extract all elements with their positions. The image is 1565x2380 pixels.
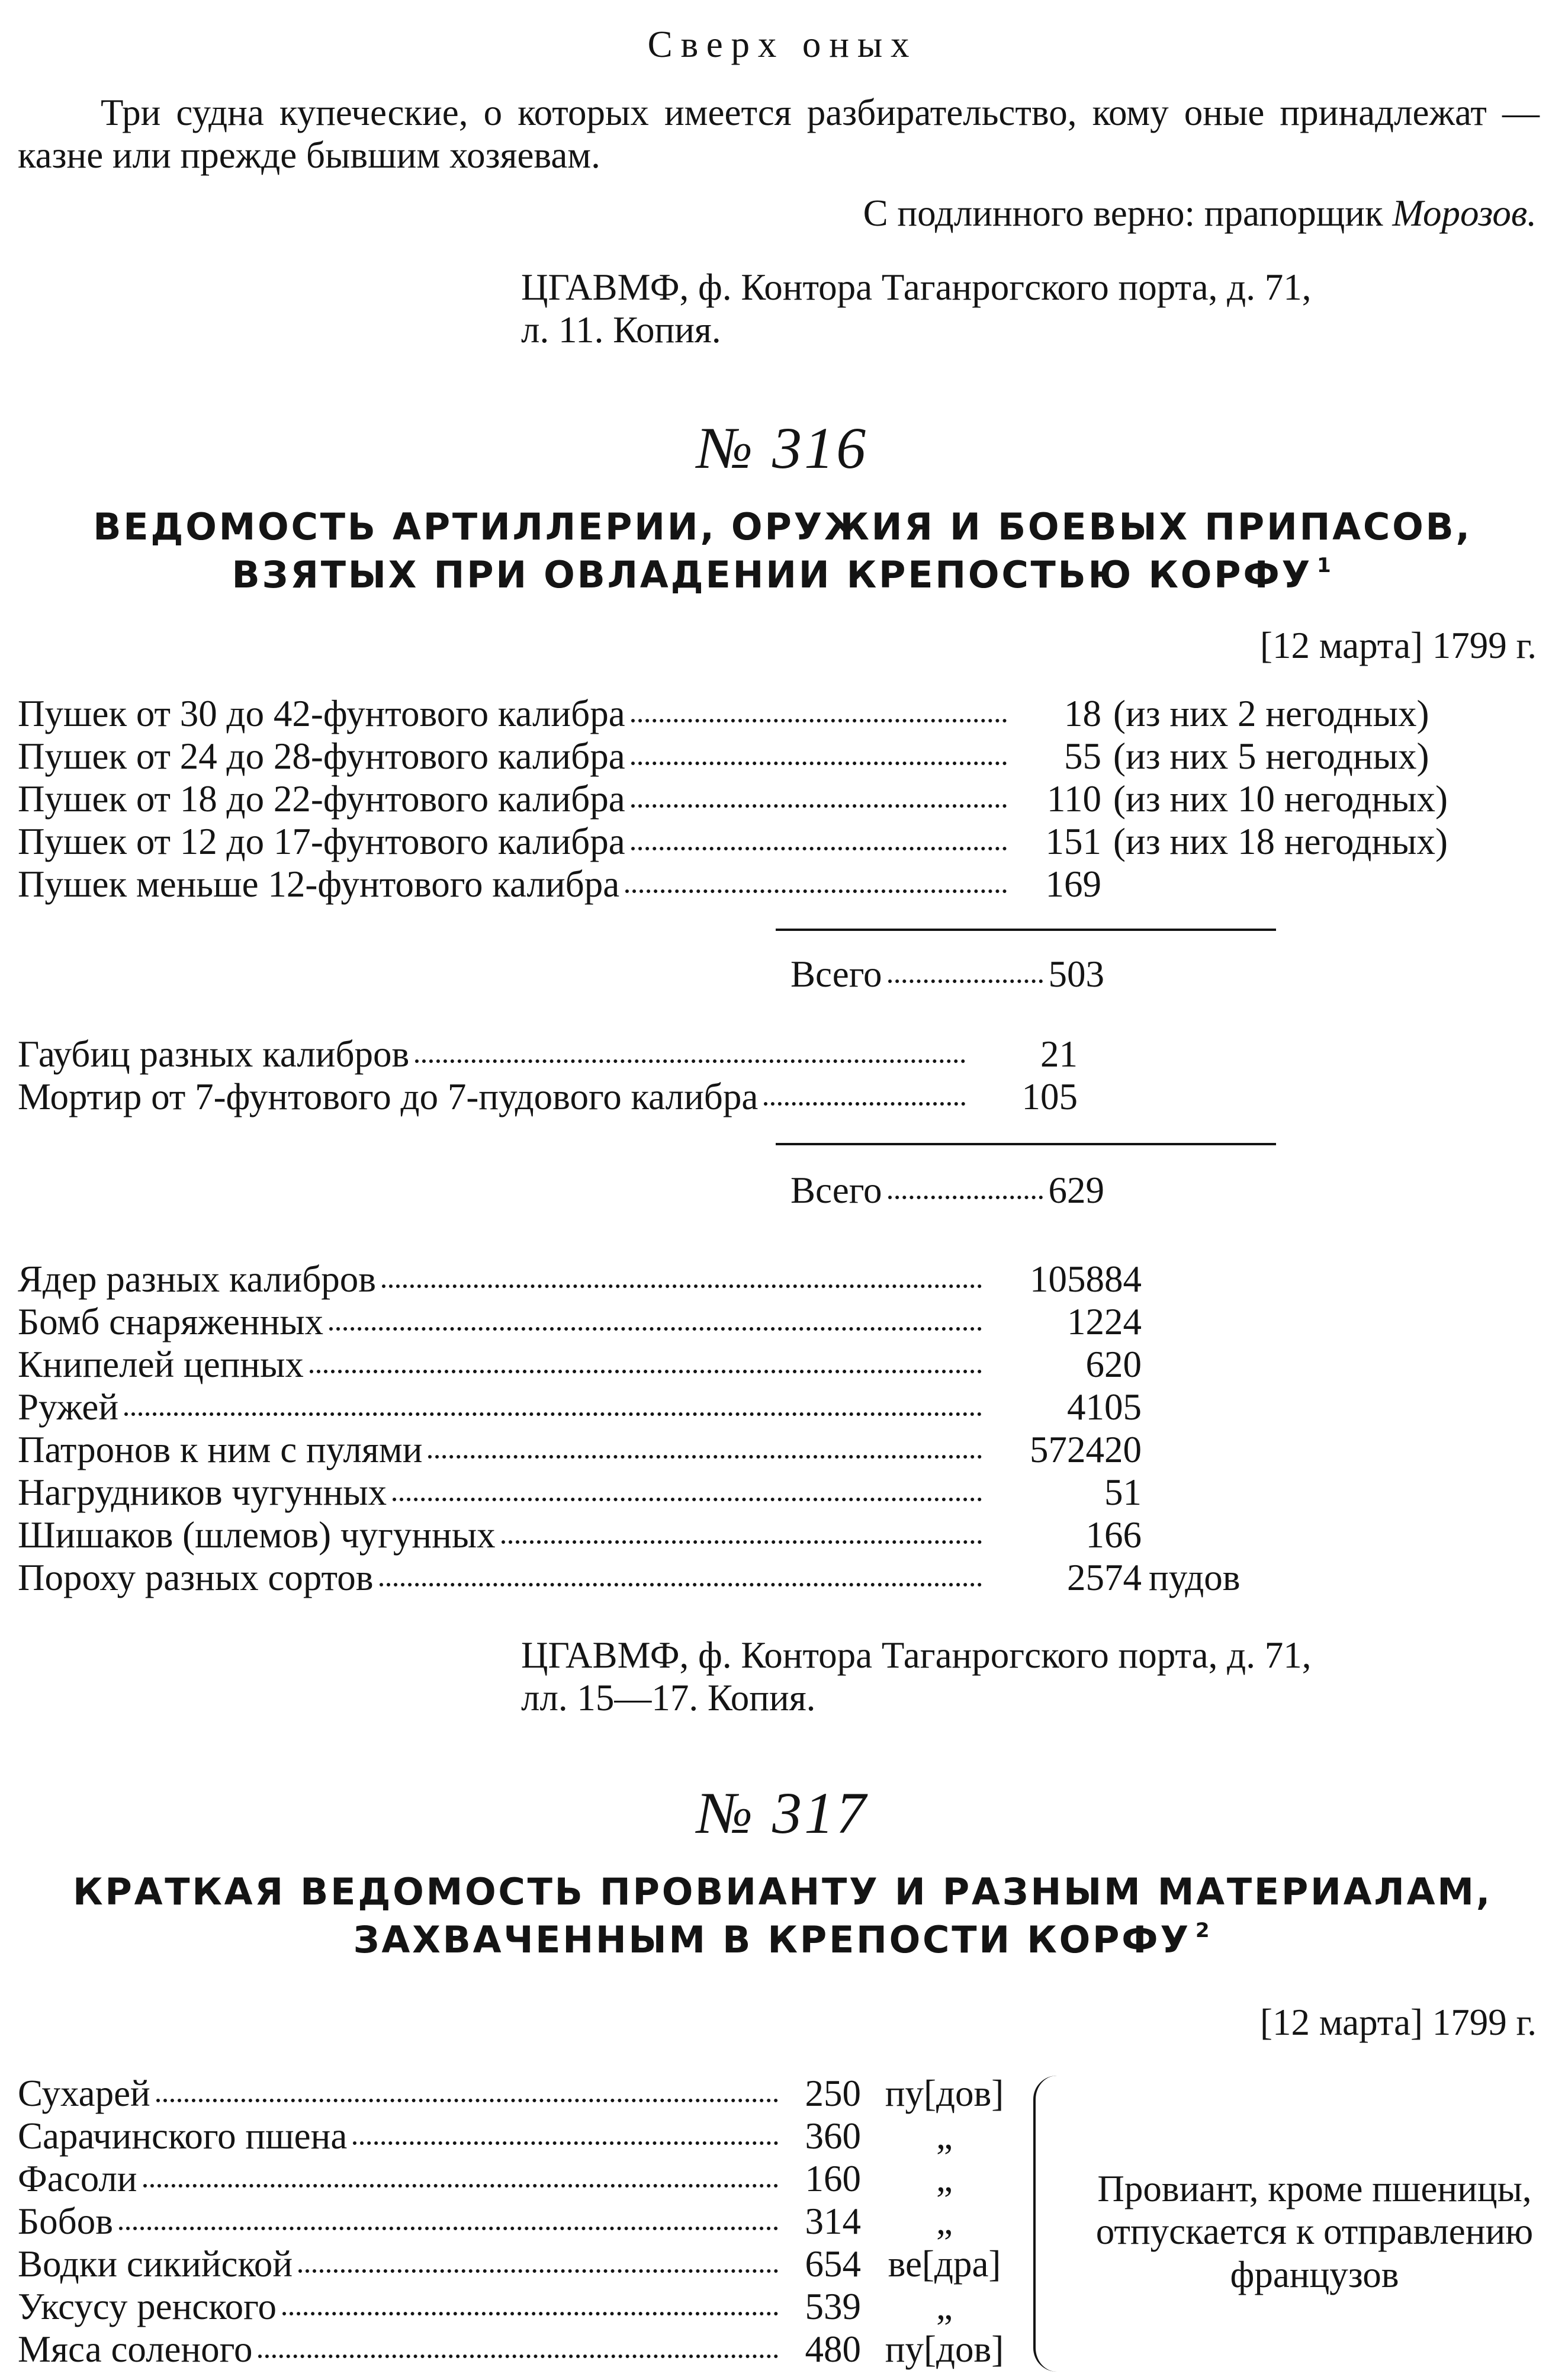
dot-leader — [502, 1540, 982, 1544]
item-value: 21 — [1040, 1033, 1078, 1075]
item-label: Сухарей — [18, 2073, 150, 2114]
item-label: Водки сикийской — [18, 2243, 293, 2285]
archive-reference-line-1: ЦГАВМФ, ф. Контора Таганрогского порта, д. 71, — [521, 1634, 1312, 1676]
item-unit: „ — [936, 2158, 953, 2199]
dot-leader — [124, 1412, 982, 1416]
item-label: Шишаков (шлемов) чугунных — [18, 1514, 496, 1556]
item-value: 620 — [1085, 1344, 1142, 1385]
dot-leader — [119, 2227, 778, 2230]
table-row — [18, 1344, 1291, 1386]
dot-leader — [428, 1455, 982, 1459]
document-date: [12 марта] 1799 г. — [1259, 625, 1537, 666]
document-title-line-2: ВЗЯТЫХ ПРИ ОВЛАДЕНИИ КРЕПОСТЬЮ КОРФУ $^1$ — [232, 553, 1333, 596]
item-value: 360 — [805, 2115, 861, 2157]
document-title-line-1: КРАТКАЯ ВЕДОМОСТЬ ПРОВИАНТУ И РАЗНЫМ МАТЕРИАЛАМ, — [73, 1870, 1492, 1913]
item-value: 105 — [1021, 1076, 1078, 1117]
item-value: 654 — [805, 2243, 861, 2285]
table-row — [18, 2158, 1018, 2201]
item-value: 480 — [805, 2328, 861, 2370]
dot-leader — [625, 889, 1007, 893]
dot-leader — [310, 1370, 982, 1373]
archive-reference-line-1: ЦГАВМФ, ф. Контора Таганрогского порта, д. 71, — [521, 266, 1312, 308]
document-number: № 317 — [696, 1780, 869, 1846]
dot-leader — [631, 719, 1007, 722]
dot-leader — [888, 1196, 1043, 1199]
item-note: (из них 5 негодных) — [1113, 735, 1429, 777]
table-row — [18, 821, 1540, 863]
item-label: Бобов — [18, 2201, 113, 2242]
dot-leader — [156, 2099, 778, 2102]
item-unit: „ — [936, 2201, 953, 2242]
item-label: Фасоли — [18, 2158, 137, 2199]
attestation-line — [0, 192, 1537, 235]
item-unit: пу[дов] — [885, 2328, 1004, 2370]
attestation-prefix: С подлинного верно: прапорщик — [863, 192, 1393, 234]
item-value: 51 — [1104, 1472, 1142, 1513]
item-value: 166 — [1085, 1514, 1142, 1556]
table-row — [18, 735, 1540, 778]
table-row — [18, 2286, 1018, 2328]
dot-leader — [888, 979, 1043, 983]
dot-leader — [631, 847, 1007, 850]
supplies-table — [18, 1258, 1291, 1599]
dot-leader — [258, 2355, 778, 2358]
item-label: Гаубиц разных калибров — [18, 1033, 410, 1075]
artillery-table — [18, 1033, 1078, 1119]
document-title — [0, 1868, 1565, 1964]
table-row — [18, 1033, 1078, 1076]
total-value: 503 — [1048, 953, 1104, 995]
table-row — [18, 1514, 1291, 1557]
table-row — [18, 693, 1540, 735]
intro-paragraph: Три судна купеческие, о которых имеется разбирательство, кому оные принадлежат — казне или прежде бывшим хозяевам. — [18, 92, 1540, 176]
total-rule — [776, 1143, 1276, 1145]
table-row — [18, 1472, 1291, 1514]
item-value: 4105 — [1067, 1386, 1142, 1428]
table-row — [18, 1386, 1291, 1429]
item-note: (из них 2 негодных) — [1113, 693, 1429, 734]
item-note: (из них 10 негодных) — [1113, 778, 1448, 820]
archive-reference-line-2: лл. 15—17. Копия. — [521, 1676, 816, 1719]
table-row — [18, 1258, 1291, 1301]
dot-leader — [282, 2312, 778, 2315]
item-label: Патронов к ним с пулями — [18, 1429, 423, 1470]
dot-leader — [353, 2141, 778, 2145]
table-row — [18, 1429, 1291, 1472]
dot-leader — [329, 1327, 982, 1331]
attestation-name: Морозов. — [1392, 192, 1537, 234]
table-row — [18, 2073, 1018, 2115]
dot-leader — [393, 1498, 982, 1501]
item-label: Ядер разных калибров — [18, 1258, 377, 1300]
document-title-line-2: ЗАХВАЧЕННЫМ В КРЕПОСТИ КОРФУ $^2$ — [353, 1918, 1212, 1961]
item-unit: „ — [936, 2115, 953, 2157]
item-value: 151 — [1045, 821, 1101, 862]
dot-leader — [298, 2269, 778, 2273]
item-label: Пушек от 24 до 28-фунтового калибра — [18, 735, 625, 777]
item-value: 250 — [805, 2073, 861, 2114]
item-label: Пушек от 12 до 17-фунтового калибра — [18, 821, 625, 862]
section-heading: Сверх оных — [647, 24, 918, 65]
item-label: Бомб снаряженных — [18, 1301, 324, 1342]
table-row — [18, 2115, 1018, 2158]
item-label: Нагрудников чугунных — [18, 1472, 387, 1513]
dot-leader — [143, 2184, 778, 2188]
dot-leader — [764, 1102, 965, 1106]
dot-leader — [631, 804, 1007, 808]
dot-leader — [631, 762, 1007, 765]
document-title — [0, 503, 1565, 599]
total-row — [790, 1170, 1104, 1212]
item-label: Пушек от 30 до 42-фунтового калибра — [18, 693, 625, 734]
dot-leader — [382, 1284, 982, 1288]
total-label: Всего — [790, 1170, 882, 1211]
total-row — [790, 953, 1104, 996]
item-label: Уксусу ренского — [18, 2286, 277, 2327]
table-row — [18, 2243, 1018, 2286]
table-row — [18, 778, 1540, 821]
item-unit: пу[дов] — [885, 2073, 1004, 2114]
item-unit: „ — [936, 2286, 953, 2327]
item-label: Ружей — [18, 1386, 119, 1428]
item-value: 18 — [1064, 693, 1101, 734]
item-value: 160 — [805, 2158, 861, 2199]
item-label: Мортир от 7-фунтового до 7-пудового калибра — [18, 1076, 759, 1117]
table-row — [18, 2328, 1018, 2371]
item-label: Сарачинского пшена — [18, 2115, 348, 2157]
document-title-line-1: ВЕДОМОСТЬ АРТИЛЛЕРИИ, ОРУЖИЯ И БОЕВЫХ ПРИПАСОВ, — [93, 505, 1472, 548]
archive-reference — [521, 266, 1311, 352]
provisions-note: Провиант, кроме пшеницы, отпускается к отправлению французов — [1095, 2168, 1534, 2295]
item-value: 110 — [1046, 778, 1101, 820]
table-row — [18, 2201, 1018, 2243]
item-label: Пушек меньше 12-фунтового калибра — [18, 863, 620, 905]
archive-reference-line-2: л. 11. Копия. — [521, 309, 721, 351]
item-label: Пушек от 18 до 22-фунтового калибра — [18, 778, 625, 820]
cannon-table — [18, 693, 1540, 906]
item-note: (из них 18 негодных) — [1113, 821, 1448, 862]
archive-reference — [521, 1634, 1311, 1720]
item-value: 105884 — [1030, 1258, 1142, 1300]
footnote-marker: 2 — [1195, 1919, 1212, 1943]
item-label: Книпелей цепных — [18, 1344, 304, 1385]
item-unit: ве[дра] — [888, 2243, 1001, 2285]
item-unit: пудов — [1149, 1557, 1241, 1598]
item-value: 572420 — [1030, 1429, 1142, 1470]
table-row — [18, 1557, 1291, 1599]
footnote-marker: 1 — [1317, 554, 1333, 578]
item-value: 55 — [1064, 735, 1101, 777]
item-value: 2574 — [1067, 1557, 1142, 1598]
document-date: [12 марта] 1799 г. — [1259, 2002, 1537, 2043]
table-row — [18, 1301, 1291, 1344]
table-row — [18, 1076, 1078, 1119]
item-label: Мяса соленого — [18, 2328, 253, 2370]
item-label: Пороху разных сортов — [18, 1557, 374, 1598]
dot-leader — [415, 1059, 965, 1063]
document-number: № 316 — [696, 415, 869, 481]
item-value: 539 — [805, 2286, 861, 2327]
total-label: Всего — [790, 953, 882, 995]
item-value: 314 — [805, 2201, 861, 2242]
dot-leader — [380, 1583, 982, 1586]
bracket-mark — [1033, 2076, 1059, 2372]
item-value: 169 — [1045, 863, 1101, 905]
table-row — [18, 863, 1540, 906]
total-rule — [776, 929, 1276, 931]
item-value: 1224 — [1067, 1301, 1142, 1342]
provisions-table — [18, 2073, 1018, 2371]
total-value: 629 — [1048, 1170, 1104, 1211]
